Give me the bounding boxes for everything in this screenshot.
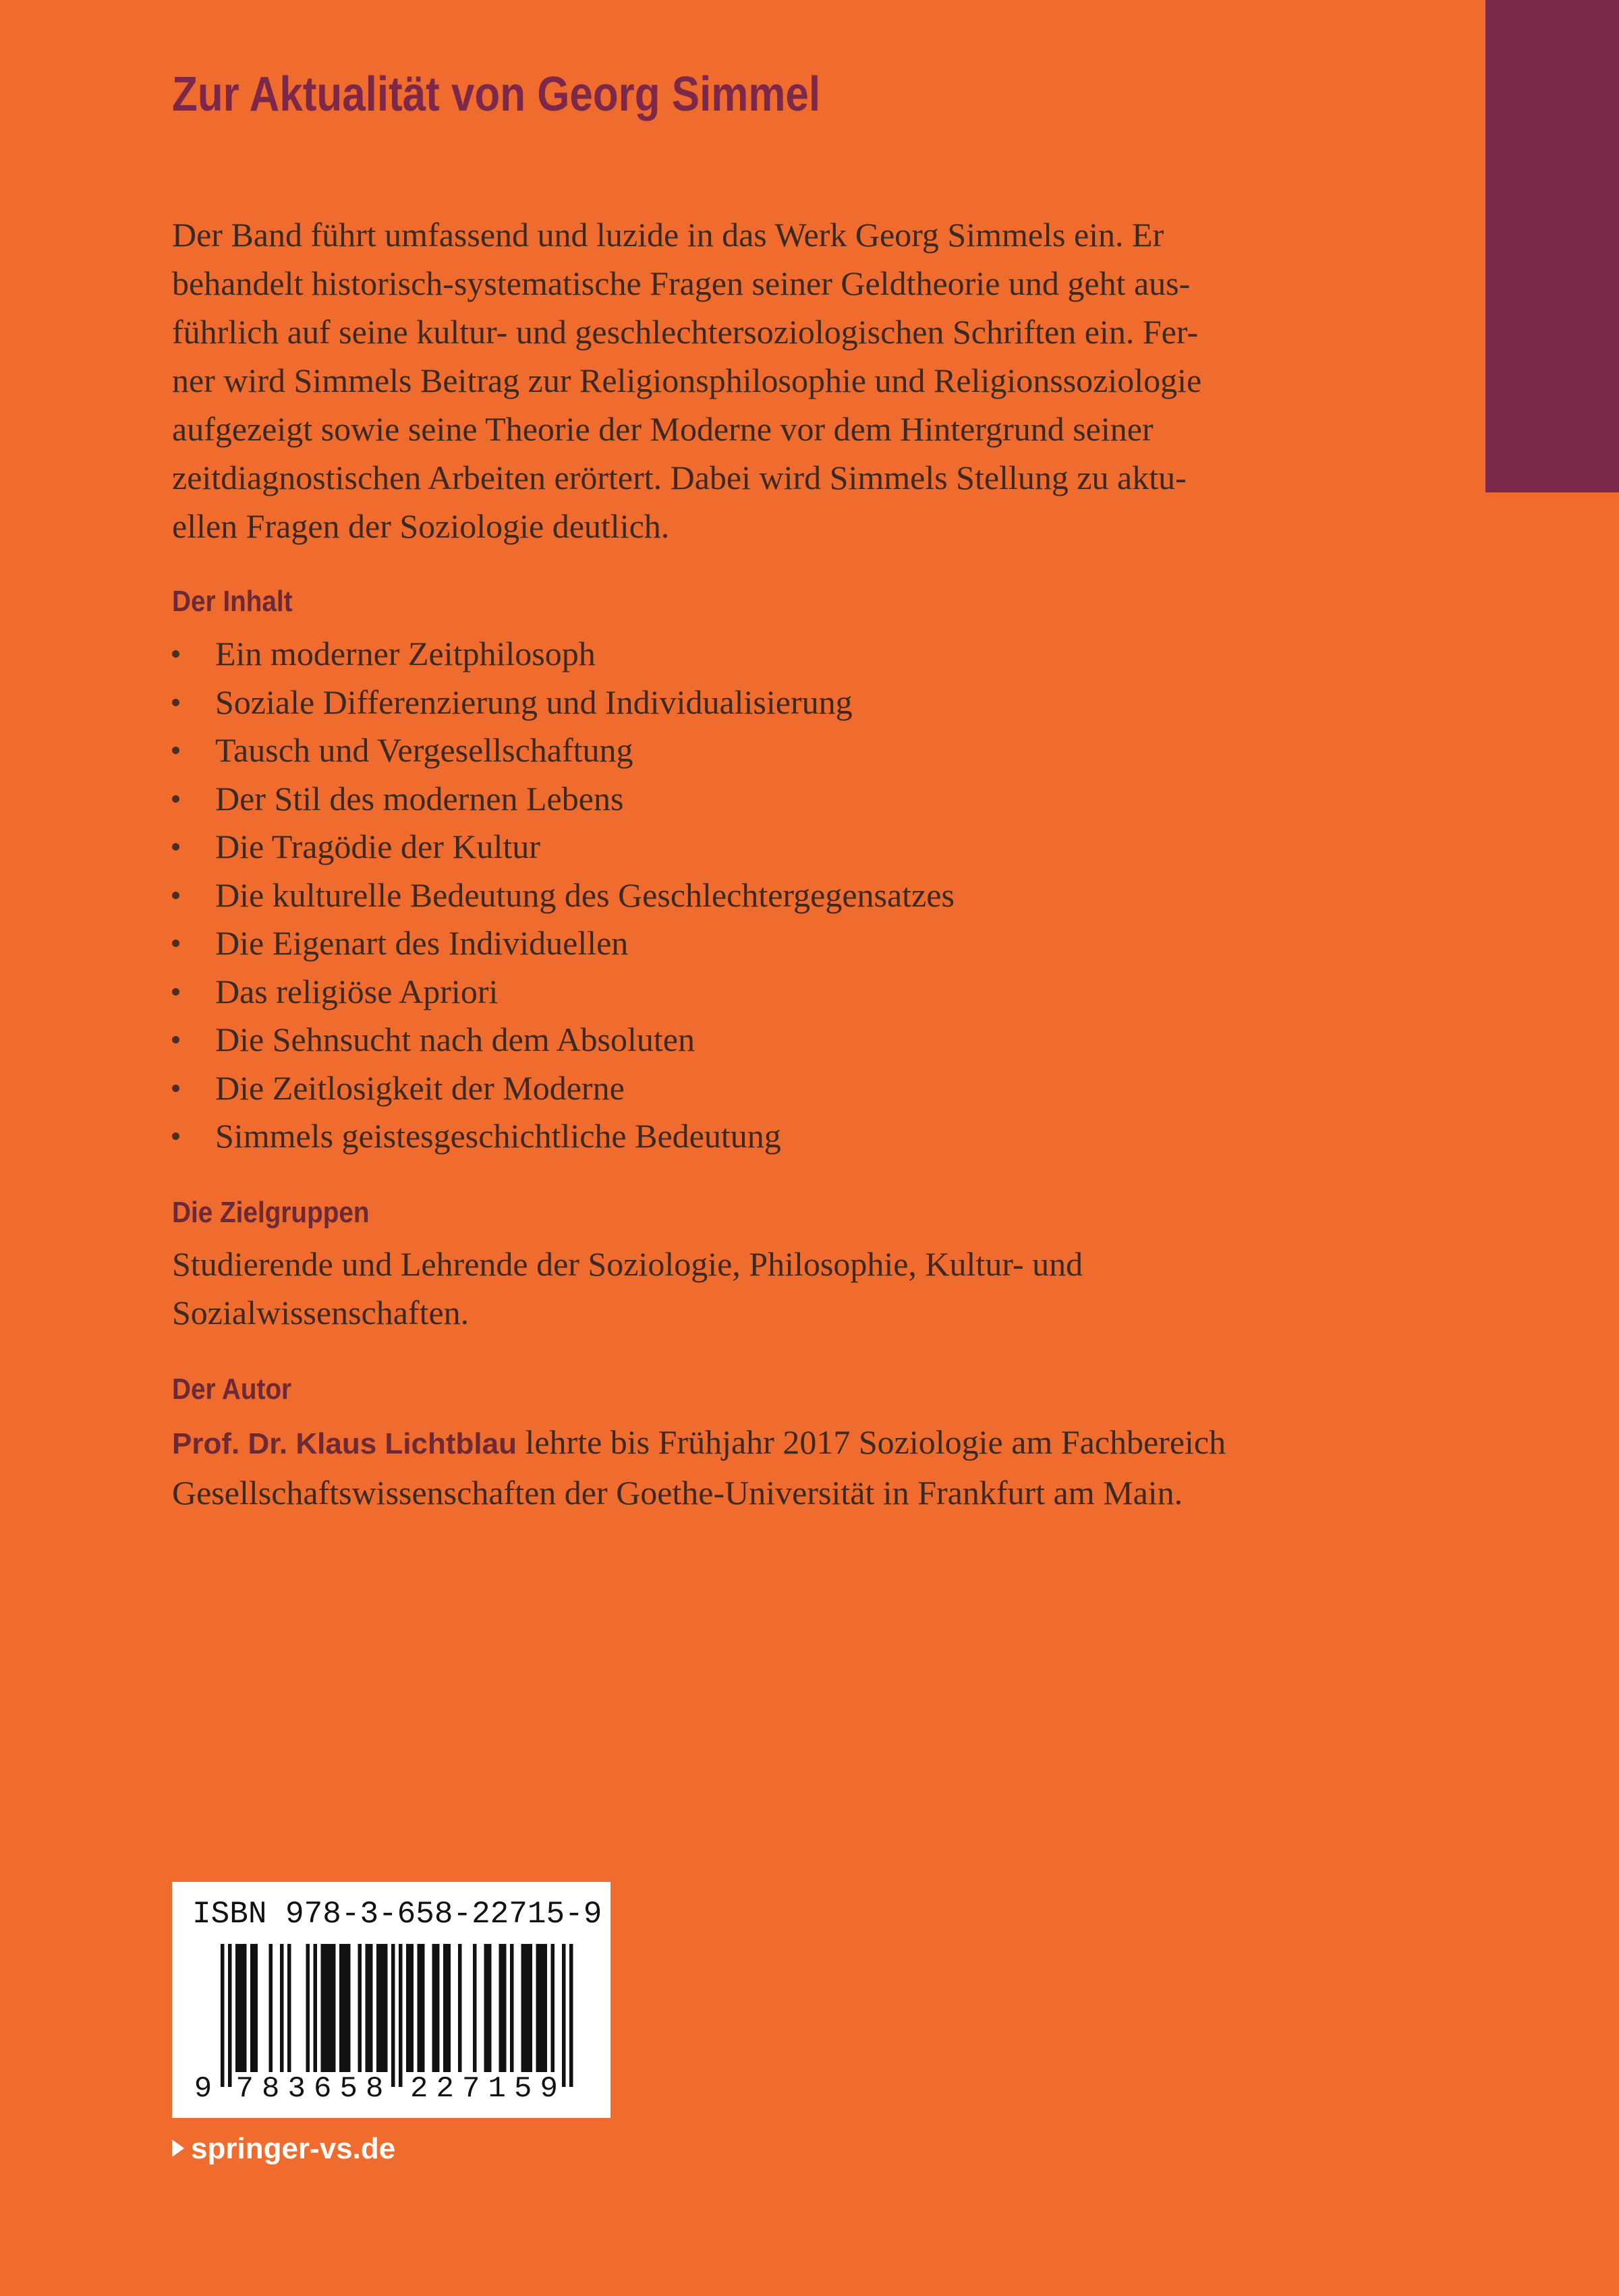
barcode-bar [525, 1944, 529, 2072]
barcode-bar [499, 1944, 503, 2072]
description-line: aufgezeigt sowie seine Theorie der Moderne vor dem Hintergrund seiner [172, 410, 1154, 448]
contents-item: Die Eigenart des Individuellen [172, 919, 955, 968]
arrow-right-icon [172, 2140, 184, 2157]
bullet-icon [172, 988, 179, 996]
barcode-bar [458, 1944, 462, 2072]
barcode-bar [443, 1944, 447, 2072]
bullet-icon [172, 940, 179, 947]
barcode-bar [536, 1944, 540, 2072]
barcode-bar [391, 1944, 395, 2087]
contents-item: Die kulturelle Bedeutung des Geschlechtergegensatzes [172, 871, 955, 920]
barcode-bar [551, 1944, 555, 2072]
target-groups-text [172, 1240, 1373, 1337]
contents-item: Ein moderner Zeitphilosoph [172, 630, 955, 679]
barcode-bar [243, 1944, 247, 2072]
barcode-digit: 6 [314, 2072, 332, 2106]
contents-item: Tausch und Vergesellschaftung [172, 726, 955, 775]
bullet-icon [172, 1132, 179, 1140]
contents-item: Das religiöse Apriori [172, 968, 955, 1016]
contents-item: Die Sehnsucht nach dem Absoluten [172, 1016, 955, 1064]
barcode-bar [380, 1944, 385, 2072]
barcode-bar [540, 1944, 544, 2072]
barcode-digit: 3 [287, 2072, 306, 2106]
barcode-digit: 9 [540, 2072, 558, 2106]
contents-item: Simmels geistesgeschichtliche Bedeutung [172, 1112, 955, 1161]
barcode-bar [287, 1944, 291, 2072]
barcode-bar [343, 1944, 347, 2072]
bullet-icon [172, 1036, 179, 1043]
author-bio-line [172, 1418, 1373, 1468]
barcode-digit: 8 [366, 2072, 384, 2106]
contents-item: Die Tragödie der Kultur [172, 823, 955, 871]
target-groups-line: Sozialwissenschaften. [172, 1294, 470, 1331]
barcode-digit: 1 [488, 2072, 506, 2106]
barcode-bar [376, 1944, 380, 2072]
barcode-bar [421, 1944, 425, 2072]
isbn-barcode [172, 1882, 610, 2118]
barcode-bar [406, 1944, 410, 2072]
barcode-bar [410, 1944, 414, 2072]
barcode-bar [473, 1944, 477, 2072]
barcode-digit: 7 [462, 2072, 480, 2106]
barcode-bar [521, 1944, 526, 2072]
target-groups-heading: Die Zielgruppen [172, 1196, 370, 1229]
barcode-bar [269, 1944, 273, 2072]
barcode-digit: 5 [514, 2072, 532, 2106]
barcode-digit: 8 [262, 2072, 280, 2106]
barcode-bar [510, 1944, 514, 2072]
barcode-bar [369, 1944, 373, 2072]
barcode-bar [562, 1944, 566, 2087]
author-heading: Der Autor [172, 1373, 292, 1406]
barcode-bar [384, 1944, 388, 2072]
bullet-icon [172, 892, 179, 899]
barcode-bar [321, 1944, 325, 2072]
barcode-bar [358, 1944, 362, 2072]
barcode-bar [529, 1944, 533, 2072]
author-name: Prof. Dr. Klaus Lichtblau [172, 1427, 517, 1460]
barcode-bar [544, 1944, 548, 2072]
target-groups-line: Studierende und Lehrende der Soziologie, Philosophie, Kultur- und [172, 1245, 1083, 1283]
barcode-bar [436, 1944, 440, 2072]
barcode-bar [235, 1944, 239, 2072]
barcode-bar [228, 1944, 232, 2087]
barcode-bar [418, 1944, 422, 2072]
barcode-bar [366, 1944, 370, 2072]
barcode-bar [254, 1944, 258, 2072]
bullet-icon [172, 1085, 179, 1092]
bullet-icon [172, 843, 179, 851]
barcode-bar [488, 1944, 492, 2072]
description-line: zeitdiagnostischen Arbeiten erörtert. Dabei wird Simmels Stellung zu aktu- [172, 459, 1187, 496]
publisher-website[interactable] [172, 2130, 395, 2168]
author-bio-line: Gesellschaftswissenschaften der Goethe-Universität in Frankfurt am Main. [172, 1474, 1183, 1512]
barcode-bar [569, 1944, 573, 2087]
barcode-bar [399, 1944, 403, 2087]
bullet-icon [172, 747, 179, 754]
barcode-graphic [172, 1882, 610, 2118]
description-line: behandelt historisch-systematische Fragen seiner Geldtheorie und geht aus- [172, 264, 1191, 302]
barcode-bar [484, 1944, 488, 2072]
barcode-bar [447, 1944, 451, 2072]
barcode-bar [239, 1944, 244, 2072]
description-line: ellen Fragen der Soziologie deutlich. [172, 507, 670, 545]
barcode-bar [314, 1944, 318, 2072]
author-bio-text: lehrte bis Frühjahr 2017 Soziologie am Fachbereich [516, 1423, 1226, 1461]
barcode-bar [347, 1944, 351, 2072]
contents-item: Der Stil des modernen Lebens [172, 775, 955, 824]
barcode-bar [432, 1944, 436, 2072]
barcode-bar [250, 1944, 254, 2072]
barcode-bar [280, 1944, 284, 2072]
contents-item: Soziale Differenzierung und Individualisierung [172, 679, 955, 727]
book-description [172, 210, 1373, 550]
author-bio [172, 1418, 1373, 1517]
barcode-digit: 9 [194, 2072, 212, 2106]
barcode-bar [221, 1944, 225, 2087]
barcode-bar [329, 1944, 333, 2072]
barcode-bar [306, 1944, 310, 2072]
spine-color-band [1485, 0, 1619, 492]
barcode-digit: 5 [339, 2072, 358, 2106]
contents-item: Die Zeitlosigkeit der Moderne [172, 1064, 955, 1113]
contents-heading: Der Inhalt [172, 585, 293, 618]
description-line: Der Band führt umfassend und luzide in das Werk Georg Simmels ein. Er [172, 216, 1164, 254]
barcode-bar [339, 1944, 343, 2072]
description-line: führlich auf seine kultur- und geschlechtersoziologischen Schriften ein. Fer- [172, 313, 1199, 351]
barcode-digit: 2 [410, 2072, 428, 2106]
bullet-icon [172, 795, 179, 803]
barcode-digit: 7 [235, 2072, 254, 2106]
isbn-label: ISBN 978-3-658-22715-9 [192, 1897, 602, 1932]
barcode-bar [324, 1944, 329, 2072]
bullet-icon [172, 699, 179, 706]
contents-list [172, 630, 955, 1161]
description-line: ner wird Simmels Beitrag zur Religionsphilosophie und Religionssoziologie [172, 362, 1202, 399]
bullet-icon [172, 650, 179, 658]
barcode-digit: 2 [436, 2072, 454, 2106]
barcode-bar [332, 1944, 336, 2072]
barcode-bar [503, 1944, 507, 2072]
website-link[interactable]: springer-vs.de [191, 2132, 396, 2165]
book-title: Zur Aktualität von Georg Simmel [172, 67, 821, 121]
